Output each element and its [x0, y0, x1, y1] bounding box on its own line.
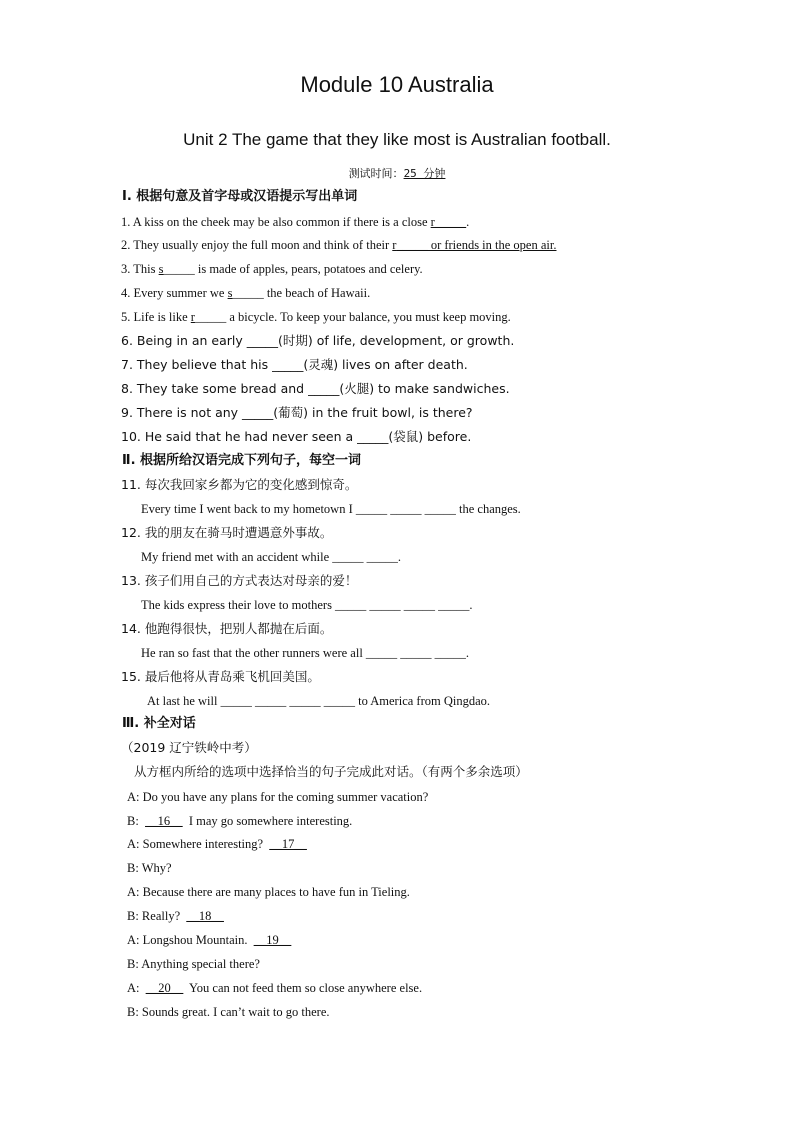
question-11-chinese: 11. 每次我回家乡都为它的变化感到惊奇。 [121, 477, 358, 492]
page-title: Module 10 Australia [300, 72, 494, 97]
blank-18: __18__ [186, 909, 224, 923]
question-13-chinese: 13. 孩子们用自己的方式表达对母亲的爱！ [121, 573, 358, 588]
question-4: 4. Every summer we s_____ the beach of Hawaii. [121, 286, 371, 300]
question-15-chinese: 15. 最后他将从青岛乘飞机回美国。 [121, 669, 320, 684]
test-time-label: 测试时间： [348, 167, 404, 180]
dialogue-line-9: A: __20__ You can not feed them so close anywhere else. [127, 981, 423, 995]
blank-16: __16__ [145, 814, 183, 828]
question-2: 2. They usually enjoy the full moon and think of their r_____ or friends in the open air. [121, 238, 557, 252]
dialogue-line-7: A: Longshou Mountain. __19__ [127, 933, 292, 947]
question-15-english: At last he will _____ _____ _____ _____ to America from Qingdao. [147, 694, 491, 708]
question-12-english: My friend met with an accident while _____ _____. [141, 550, 402, 564]
section-3-heading: Ⅲ. 补全对话 [122, 716, 196, 731]
exam-source: （2019 辽宁铁岭中考） [121, 740, 257, 755]
page-subtitle: Unit 2 The game that they like most is Australian football. [183, 130, 611, 149]
dialogue-line-3: A: Somewhere interesting? __17__ [127, 837, 307, 851]
test-time [0, 165, 794, 181]
section-1-heading: Ⅰ. 根据句意及首字母或汉语提示写出单词 [122, 189, 358, 204]
question-7: 7. They believe that his _____(灵魂) lives on after death. [121, 357, 468, 372]
question-5: 5. Life is like r_____ a bicycle. To keep your balance, you must keep moving. [121, 310, 511, 324]
dialogue-line-8: B: Anything special there? [127, 957, 260, 971]
dialogue-line-10: B: Sounds great. I can’t wait to go there. [127, 1005, 330, 1019]
blank-17: __17__ [269, 837, 307, 851]
dialogue-line-6: B: Really? __18__ [127, 909, 224, 923]
question-6: 6. Being in an early _____(时期) of life, development, or growth. [121, 333, 515, 348]
dialogue-line-2: B: __16__ I may go somewhere interesting. [127, 814, 353, 828]
test-time-value: 25 分钟 [403, 167, 446, 180]
section-2-heading: Ⅱ. 根据所给汉语完成下列句子，每空一词 [122, 453, 362, 468]
question-3: 3. This s_____ is made of apples, pears, potatoes and celery. [121, 262, 423, 276]
question-14-chinese: 14. 他跑得很快，把别人都抛在后面。 [121, 621, 333, 636]
question-11-english: Every time I went back to my hometown I _____ _____ _____ the changes. [141, 502, 521, 516]
dialogue-line-5: A: Because there are many places to have fun in Tieling. [127, 885, 410, 899]
question-13-english: The kids express their love to mothers _____ _____ _____ _____. [141, 598, 473, 612]
dialogue-line-1: A: Do you have any plans for the coming summer vacation? [127, 790, 429, 804]
dialogue-line-4: B: Why? [127, 861, 172, 875]
question-10: 10. He said that he had never seen a _____(袋鼠) before. [121, 429, 472, 444]
question-1: 1. A kiss on the cheek may be also common if there is a close r_____. [121, 215, 470, 229]
question-9: 9. There is not any _____(葡萄) in the fruit bowl, is there? [121, 405, 473, 420]
dialogue-instruction: 从方框内所给的选项中选择恰当的句子完成此对话。（有两个多余选项） [134, 764, 528, 779]
question-8: 8. They take some bread and _____(火腿) to make sandwiches. [121, 381, 510, 396]
question-12-chinese: 12. 我的朋友在骑马时遭遇意外事故。 [121, 525, 333, 540]
question-14-english: He ran so fast that the other runners were all _____ _____ _____. [141, 646, 470, 660]
blank-20: __20__ [145, 981, 184, 995]
blank-19: __19__ [253, 933, 292, 947]
